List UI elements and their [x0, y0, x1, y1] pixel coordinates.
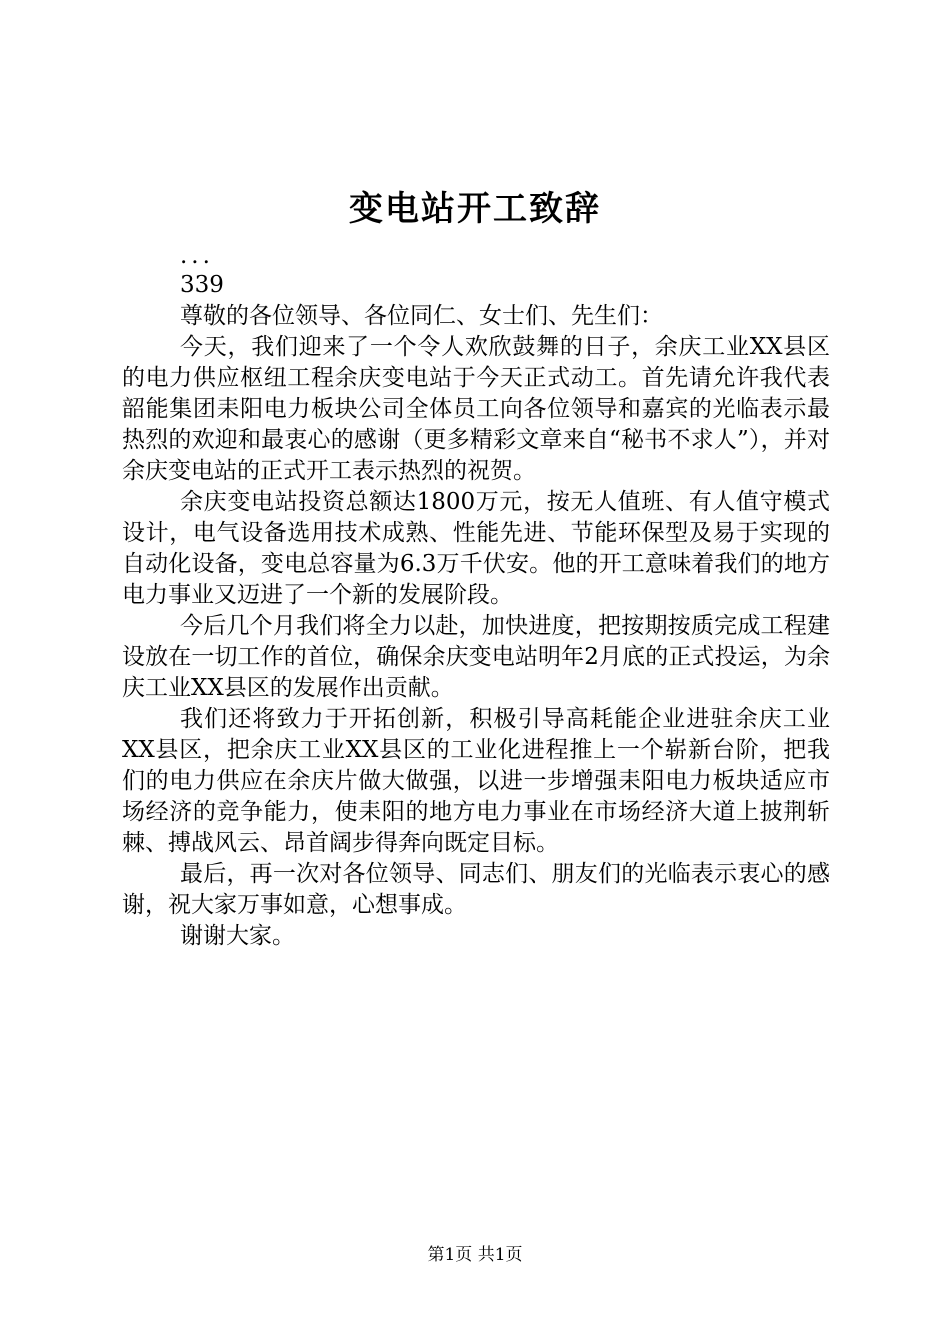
paragraph: 最后，再一次对各位领导、同志们、朋友们的光临表示衷心的感谢，祝大家万事如意，心想事成。 — [122, 861, 830, 918]
paragraph: 今后几个月我们将全力以赴，加快进度，把按期按质完成工程建设放在一切工作的首位，确保余庆变电站明年2月底的正式投运，为余庆工业XX县区的发展作出贡献。 — [122, 613, 830, 701]
number-line: 339 — [180, 272, 224, 298]
paragraph: 余庆变电站投资总额达1800万元，按无人值班、有人值守模式设计，电气设备选用技术成熟、性能先进、节能环保型及易于实现的自动化设备，变电总容量为6.3万千伏安。他的开工意味着我们的地方电力事业又迈进了一个新的发展阶段。 — [122, 489, 830, 608]
document-body — [122, 242, 830, 952]
paragraph: 我们还将致力于开拓创新，积极引导高耗能企业进驻余庆工业XX县区，把余庆工业XX县区的工业化进程推上一个崭新台阶，把我们的电力供应在余庆片做大做强，以进一步增强耒阳电力板块适应市场经济的竞争能力，使耒阳的地方电力事业在市场经济大道上披荆斩棘、搏战风云、昂首阔步得奔向既定目标。 — [122, 706, 830, 856]
paragraph: 今天，我们迎来了一个令人欢欣鼓舞的日子，余庆工业XX县区的电力供应枢纽工程余庆变电站于今天正式动工。首先请允许我代表韶能集团耒阳电力板块公司全体员工向各位领导和嘉宾的光临表示最热烈的欢迎和最衷心的感谢（更多精彩文章来自“秘书不求人”），并对余庆变电站的正式开工表示热烈的祝贺。 — [122, 334, 830, 484]
salutation: 尊敬的各位领导、各位同仁、女士们、先生们： — [180, 303, 663, 329]
page-footer: 第1页 共1页 — [427, 1245, 523, 1265]
closing-line: 谢谢大家。 — [180, 923, 295, 949]
document-title: 变电站开工致辞 — [349, 189, 601, 229]
ellipsis-line: ... — [180, 243, 214, 269]
